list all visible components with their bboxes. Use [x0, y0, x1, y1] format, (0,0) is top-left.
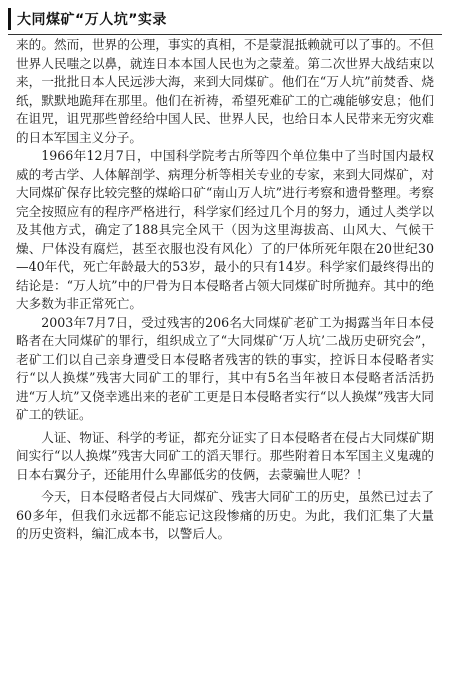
- paragraph: 2003年7月7日，受过残害的206名大同煤矿老矿工为揭露当年日本侵略者在大同煤矿的罪行，组织成立了“大同煤矿‘万人坑’二战历史研究会”，老矿工们以自己亲身遭受日本侵略者残害的铁的事实，控诉日本侵略者实行“以人换煤”残害大同矿工的罪行，其中有5名当年被日本侵略者活活扔进“万人坑”又侥幸逃出来的老矿工更是日本侵略者实行“以人换煤”残害大同矿工的铁证。: [16, 314, 434, 422]
- page-title: 大同煤矿“万人坑”实录: [17, 12, 167, 28]
- paragraph: 今天，日本侵略者侵占大同煤矿、残害大同矿工的历史，虽然已过去了60多年，但我们永远都不能忘记这段惨痛的历史。为此，我们汇集了大量的历史资料，编汇成本书，以警后人。: [16, 489, 434, 541]
- header-bar: [8, 8, 11, 30]
- running-header: [8, 6, 442, 32]
- header-divider: [8, 34, 442, 35]
- paragraph: 来的。然而，世界的公理，事实的真相，不是蒙混抵赖就可以了事的。不但世界人民嗤之以鼻，就连日本本国人民也为之蒙羞。第二次世界大战结束以来，一批批日本人民远涉大海，来到大同煤矿。他们在“万人坑”前焚香、烧纸，默默地跪拜在那里。他们在祈祷，希望死难矿工的亡魂能够安息；他们在诅咒，诅咒那些曾经给中国人民、世界人民，也给日本人民带来无穷灾难的日本军国主义分子。: [16, 37, 434, 145]
- paragraph: 1966年12月7日，中国科学院考古所等四个单位集中了当时国内最权威的考古学、人体解剖学、病理分析等相关专业的专家，来到大同煤矿，对大同煤矿保存比较完整的煤峪口矿“南山万人坑”进行考察和遗骨整理。考察完全按照应有的程序严格进行，科学家们经过几个月的努力，通过人类学以及其他方式，确定了188具完全风干（因为这里海拔高、山风大、气候干燥、尸体没有腐烂，甚至衣服也没有风化）了的尸体所死年限在20世纪30—40年代，死亡年龄最大的53岁，最小的只有14岁。科学家们最终得出的结论是：“万人坑”中的尸骨为日本侵略者占领大同煤矿时所抛弃。其中的绝大多数为非正常死亡。: [16, 148, 434, 311]
- body-text: [16, 36, 434, 544]
- paragraph: 人证、物证、科学的考证，都充分证实了日本侵略者在侵占大同煤矿期间实行“以人换煤”残害大同矿工的滔天罪行。那些附着日本军国主义鬼魂的日本右翼分子，还能用什么卑鄙低劣的伎俩，去蒙骗世人呢？！: [16, 429, 434, 482]
